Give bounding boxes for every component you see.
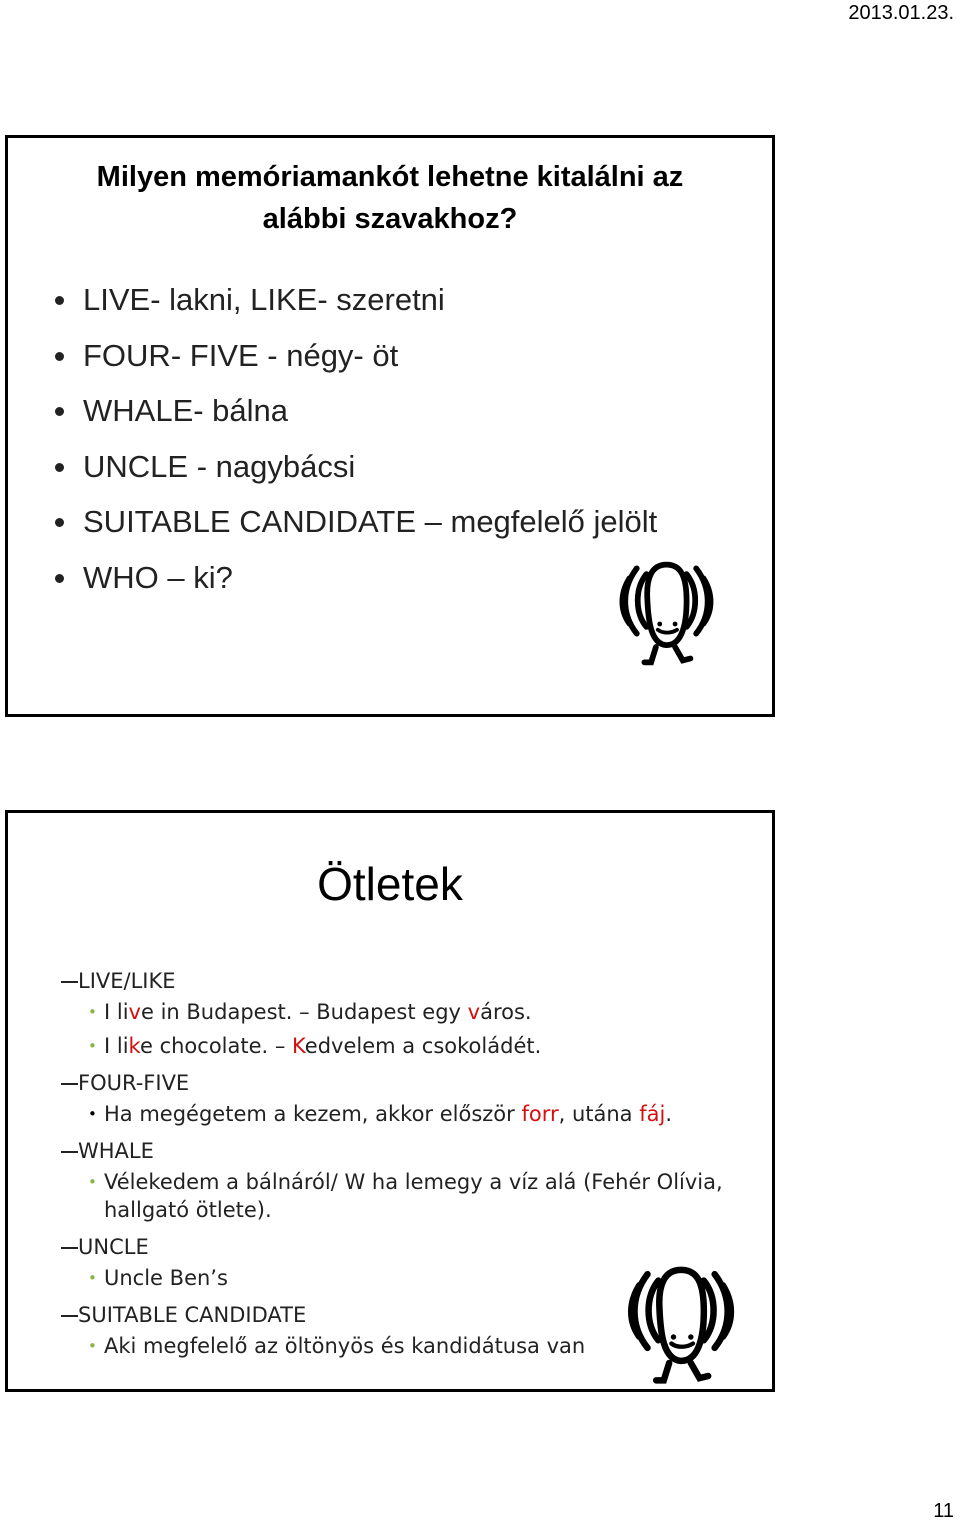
list-item: • Ha megégetem a kezem, akkor először forr, utána fáj. bbox=[88, 1102, 673, 1126]
bullet-icon: • bbox=[88, 1173, 97, 1191]
group-label: WHALE bbox=[8, 1134, 772, 1168]
list-item: UNCLE - nagybácsi bbox=[8, 448, 657, 504]
slide-title-line-1: Milyen memóriamankót lehetne kitalálni az bbox=[96, 161, 684, 193]
list-item: WHALE- bálna bbox=[8, 392, 657, 448]
list-item: • Vélekedem a bálnáról/ W ha lemegy a víz alá (Fehér Olívia, hallgató ötlete). bbox=[88, 1170, 723, 1222]
talking-head-icon bbox=[615, 1258, 745, 1390]
bullet-icon: • bbox=[88, 1003, 97, 1021]
header-date: 2013.01.23. bbox=[848, 2, 954, 24]
list-item: SUITABLE CANDIDATE – megfelelő jelölt bbox=[8, 503, 657, 559]
page-number: 11 bbox=[933, 1500, 954, 1522]
word-list bbox=[8, 281, 657, 614]
group-label: FOUR-FIVE bbox=[8, 1066, 772, 1100]
slide-title bbox=[8, 156, 772, 240]
talking-head-icon bbox=[608, 555, 723, 670]
group-label: LIVE/LIKE bbox=[8, 964, 772, 998]
list-item: LIVE- lakni, LIKE- szeretni bbox=[8, 281, 657, 337]
list-item: • Aki megfelelő az öltönyös és kandidátusa van bbox=[88, 1334, 586, 1358]
slide-title: Ötletek bbox=[317, 858, 463, 910]
list-item: • I live in Budapest. – Budapest egy város. bbox=[88, 1000, 532, 1024]
list-item: • Uncle Ben’s bbox=[88, 1266, 228, 1290]
bullet-icon: • bbox=[88, 1037, 97, 1055]
group-label: UNCLE bbox=[8, 1230, 772, 1264]
bullet-icon: • bbox=[88, 1105, 97, 1123]
group-label: SUITABLE CANDIDATE bbox=[8, 1298, 772, 1332]
slide-title-line-2: alábbi szavakhoz? bbox=[262, 203, 518, 235]
list-item: WHO – ki? bbox=[8, 559, 657, 615]
list-item: FOUR- FIVE - négy- öt bbox=[8, 337, 657, 393]
bullet-icon: • bbox=[88, 1337, 97, 1355]
bullet-icon: • bbox=[88, 1269, 97, 1287]
list-item: • I like chocolate. – Kedvelem a csokoládét. bbox=[88, 1034, 542, 1058]
